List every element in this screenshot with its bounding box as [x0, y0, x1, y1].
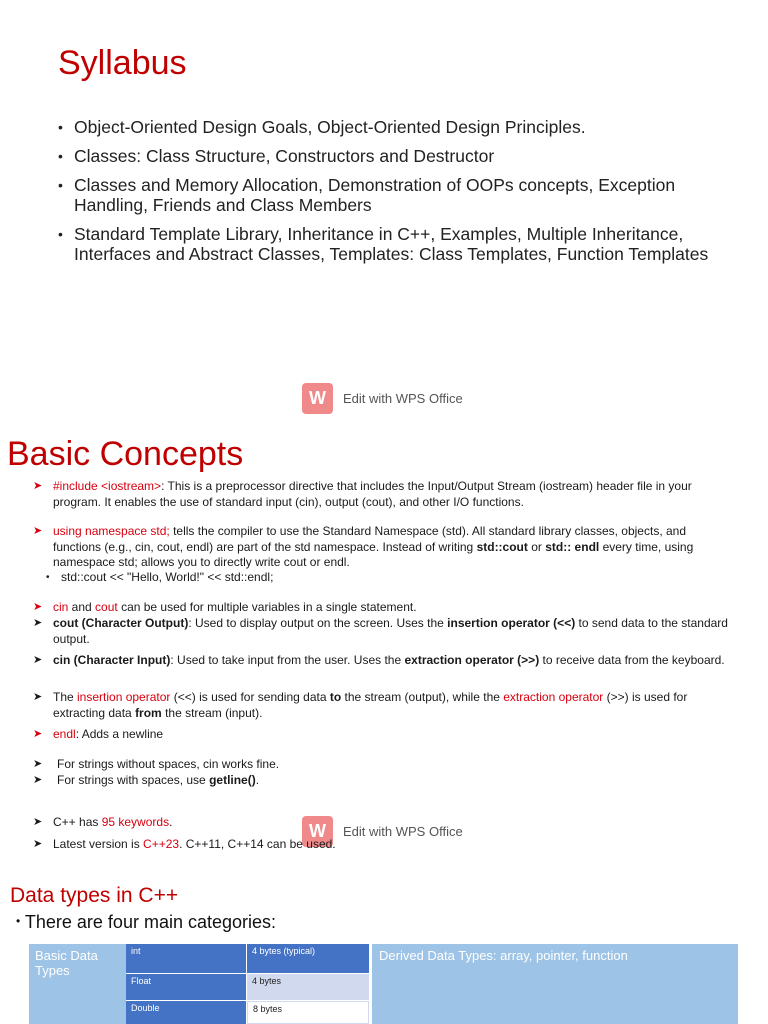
include-keyword: #include <iostream>	[53, 479, 162, 493]
cout-text: : Used to display output on the screen. Uses the	[188, 616, 448, 630]
concept-multi	[33, 600, 733, 616]
cin-term: cin (Character Input)	[53, 653, 171, 667]
arrow-bullet-icon: ➤	[33, 838, 43, 850]
datatypes-bullet-text: There are four main categories:	[24, 912, 277, 932]
version-text-end: . C++11, C++14 can be used.	[179, 837, 336, 851]
syllabus-item: • Classes and Memory Allocation, Demonstration of OOPs concepts, Exception Handling, Friends and Class Members	[58, 175, 738, 215]
wps-logo-icon: W	[302, 816, 333, 847]
strings-text-1: For strings without spaces, cin works fine.	[57, 757, 280, 771]
namespace-keyword: using namespace std;	[53, 524, 170, 538]
cout-text-end: to send data to the standard output.	[53, 616, 728, 646]
concept-strings-2	[33, 773, 733, 789]
table-cell-type: Double	[126, 1001, 247, 1024]
datatypes-title-red: Data types	[10, 884, 111, 907]
concept-version	[33, 837, 733, 853]
extraction-text: (>>) is used for extracting data	[53, 690, 688, 720]
extraction-text-end: the stream (input).	[161, 705, 263, 720]
multi-text: can be used for multiple variables in a single statement.	[117, 600, 417, 614]
getline-term: getline()	[209, 773, 256, 787]
concept-example	[33, 570, 733, 586]
concept-include	[33, 479, 733, 510]
datatypes-table	[29, 944, 738, 1024]
datatypes-bullet	[16, 912, 276, 933]
syllabus-item: • Standard Template Library, Inheritance in C++, Examples, Multiple Inheritance, Interfaces and Abstract Classes, Templates: Class Templates, Function Templates	[58, 224, 738, 264]
syllabus-title: Syllabus	[58, 44, 187, 82]
table-cell-size: 4 bytes (typical)	[247, 944, 369, 974]
std-cout-text: std::cout	[476, 539, 528, 554]
namespace-text-or: or	[527, 539, 546, 554]
the-text: The	[53, 690, 78, 704]
table-cell-size: 4 bytes	[247, 974, 369, 1001]
dot-bullet-icon: •	[16, 914, 21, 928]
extraction-operator-term: extraction operator (>>)	[404, 653, 540, 667]
syllabus-list	[58, 117, 738, 273]
arrow-bullet-icon: ➤	[33, 758, 43, 770]
arrow-bullet-icon: ➤	[33, 816, 43, 828]
wps-watermark-label: Edit with WPS Office	[343, 391, 463, 406]
arrow-bullet-icon: ➤	[33, 774, 43, 786]
arrow-bullet-icon: ➤	[33, 691, 43, 703]
concept-operators	[33, 690, 733, 721]
keywords-count: 95 keywords	[101, 815, 170, 829]
dot-bullet-icon: •	[46, 572, 50, 583]
insertion-operator-term: insertion operator (<<)	[447, 616, 576, 630]
datatypes-title-rest: in C++	[110, 884, 179, 907]
syllabus-item: • Classes: Class Structure, Constructors and Destructor	[58, 146, 738, 166]
from-word: from	[135, 705, 162, 720]
syllabus-item: • Object-Oriented Design Goals, Object-Oriented Design Principles.	[58, 117, 738, 137]
concept-endl	[33, 727, 733, 743]
wps-watermark[interactable]	[302, 383, 463, 414]
concept-namespace	[33, 524, 733, 571]
version-text: Latest version is	[53, 837, 144, 851]
version-number: C++23	[143, 837, 180, 851]
derived-types-header: Derived Data Types: array, pointer, function	[372, 944, 738, 1024]
cin-text-end: to receive data from the keyboard.	[539, 653, 725, 667]
basic-types-header: Basic Data Types	[29, 944, 126, 1024]
insertion-text: (<<) is used for sending data	[170, 690, 330, 704]
arrow-bullet-icon: ➤	[33, 654, 43, 666]
table-cell-type: int	[126, 944, 247, 974]
extraction-operator-red: extraction operator	[503, 690, 604, 704]
cin-keyword: cin	[53, 600, 69, 614]
wps-logo-icon: W	[302, 383, 333, 414]
concept-cout	[33, 616, 733, 647]
endl-keyword: endl	[53, 727, 76, 741]
arrow-bullet-icon: ➤	[33, 480, 43, 492]
keywords-text: C++ has	[53, 815, 102, 829]
arrow-bullet-icon: ➤	[33, 601, 43, 613]
example-code: std::cout << "Hello, World!" << std::endl;	[61, 570, 274, 584]
and-text: and	[68, 600, 96, 614]
strings-period: .	[255, 773, 260, 787]
insertion-text-end: the stream (output), while the	[341, 690, 504, 704]
cout-term: cout (Character Output)	[53, 616, 189, 630]
arrow-bullet-icon: ➤	[33, 525, 43, 537]
arrow-bullet-icon: ➤	[33, 728, 43, 740]
concept-cin	[33, 653, 733, 669]
table-cell-size: 8 bytes	[247, 1001, 369, 1024]
table-cell-type: Float	[126, 974, 247, 1001]
arrow-bullet-icon: ➤	[33, 617, 43, 629]
std-endl-text: std:: endl	[545, 539, 600, 554]
cout-keyword: cout	[95, 600, 118, 614]
include-text: : This is a preprocessor directive that includes the Input/Output Stream (iostream) header file in your program. It enables the use of standard input (cin), output (cout), and other I/O functions.	[53, 479, 692, 509]
wps-watermark-label: Edit with WPS Office	[343, 824, 463, 839]
cin-text: : Used to take input from the user. Uses the	[170, 653, 405, 667]
basic-concepts-title: Basic Concepts	[7, 435, 244, 473]
strings-text-2: For strings with spaces, use	[57, 773, 210, 787]
to-word: to	[329, 690, 342, 704]
insertion-operator-red: insertion operator	[77, 690, 171, 704]
keywords-period: .	[169, 815, 173, 829]
namespace-text-end: every time, using namespace std; allows you to directly write cout or endl.	[53, 539, 694, 569]
concept-strings-1	[33, 757, 733, 773]
datatypes-title	[10, 884, 178, 908]
endl-text: : Adds a newline	[75, 727, 164, 741]
namespace-text: tells the compiler to use the Standard Namespace (std). All standard library classes, objects, and functions (e.g., cin, cout, endl) are part of the std namespace. Instead of writing	[53, 524, 687, 554]
